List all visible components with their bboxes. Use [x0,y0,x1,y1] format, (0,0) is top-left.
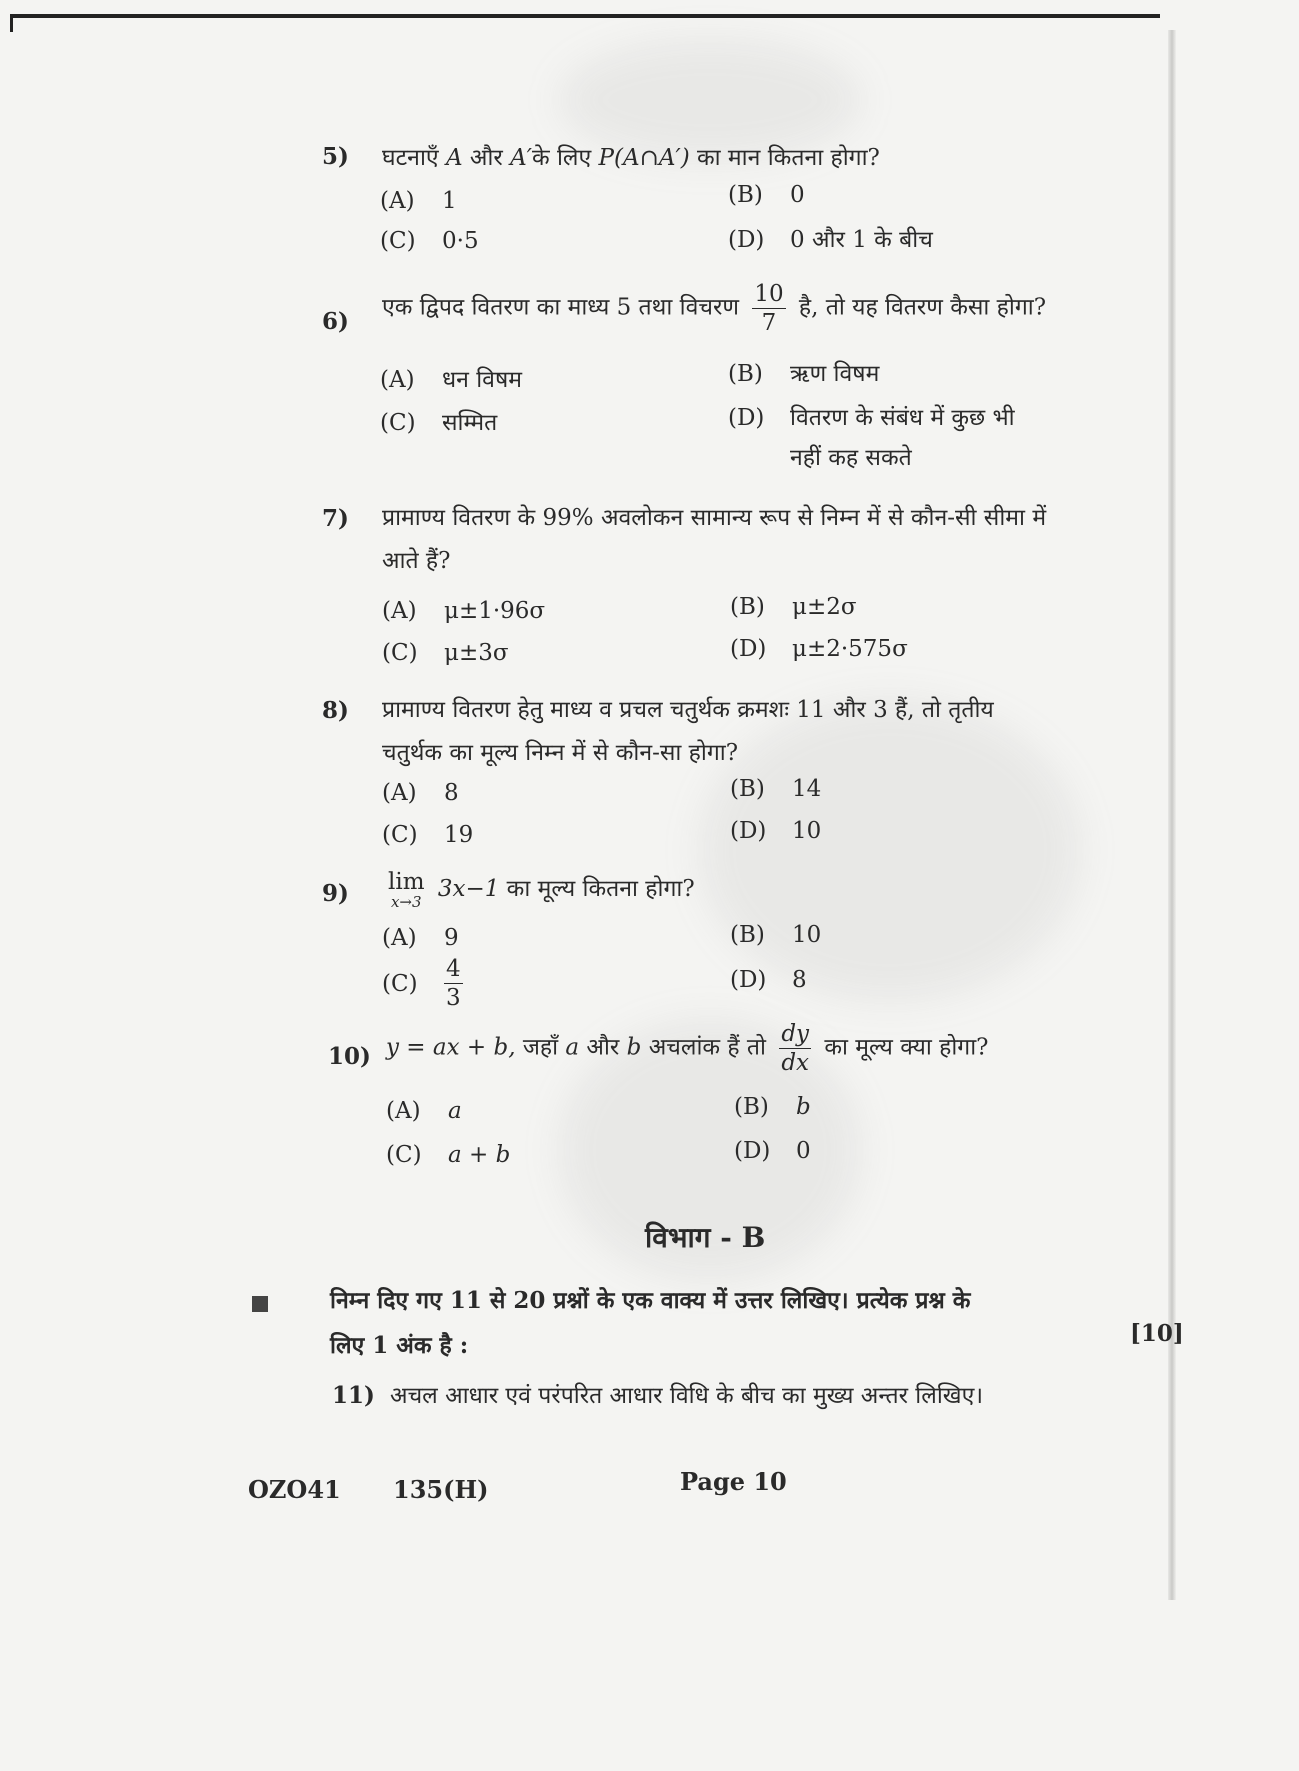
limit-notation [388,870,425,910]
question-text [382,140,880,172]
math-expression: P(A∩A′) [598,145,690,171]
fraction-numerator: 4 [446,956,461,982]
question-text-part: और [586,1034,620,1061]
option-d[interactable] [730,818,821,844]
section-b-instruction-line-2: लिए 1 अंक है : [330,1332,469,1359]
option-text: 9 [444,925,459,951]
question-text-part: घटनाएँ [382,145,439,171]
question-text-line-2: चतुर्थक का मूल्य निम्न में से कौन-सा होगा? [382,740,739,766]
option-text: b [796,1094,811,1120]
scan-shadow [700,700,1080,1000]
question-text-part: का मूल्य क्या होगा? [824,1034,989,1061]
question-text [386,1020,989,1077]
question-number: 11) [332,1382,375,1409]
option-label: (D) [730,636,767,662]
math-var: a [565,1034,580,1061]
option-label: (D) [730,967,767,993]
question-number: 9) [322,880,349,907]
option-label: (A) [382,925,417,951]
question-number: 7) [322,505,349,532]
bullet-square-icon [252,1296,268,1312]
option-label: (C) [380,228,416,254]
option-text: 19 [444,822,474,848]
option-b[interactable] [728,356,879,388]
question-text [388,870,695,910]
math-var: A′ [510,145,532,171]
option-label: (B) [730,594,765,620]
option-text: 10 [792,922,822,948]
page-edge-shadow [1168,30,1176,1600]
option-a[interactable] [386,1098,462,1124]
option-text: μ±3σ [444,640,509,666]
option-label: (C) [380,410,416,436]
option-text: μ±1·96σ [444,598,546,624]
option-c[interactable] [382,822,473,848]
option-b[interactable] [734,1094,811,1120]
fraction-denominator: 3 [446,985,461,1011]
fraction [444,955,463,1012]
option-text: a [448,1098,462,1124]
option-label: (B) [730,922,765,948]
question-number: 10) [328,1043,371,1070]
question-text-part: का मूल्य कितना होगा? [506,876,695,902]
option-c[interactable] [380,228,479,254]
question-text-part: है, तो यह वितरण कैसा होगा? [798,294,1047,321]
math-var: A [445,145,463,171]
question-text [382,280,1046,337]
option-text: 0 [790,182,805,208]
question-text-line-1: प्रामाण्य वितरण के 99% अवलोकन सामान्य रूप से निम्न में से कौन-सी सीमा में [382,505,1047,531]
option-text: ऋण विषम [790,361,880,387]
option-b[interactable] [730,776,821,802]
option-d[interactable] [728,222,933,254]
option-label: (C) [382,640,418,666]
option-text: 0·5 [442,228,479,254]
option-label: (A) [380,367,415,393]
option-text: 0 और 1 के बीच [790,227,933,253]
option-text: a + b [448,1142,511,1168]
section-b-title: विभाग - B [645,1221,766,1254]
option-c[interactable] [386,1142,510,1168]
question-text-part: अचलांक हैं तो [648,1034,766,1061]
option-label: (D) [728,405,765,431]
option-text: 8 [444,780,459,806]
question-text-line-2: आते हैं? [382,548,451,574]
top-border-line [10,14,1160,18]
option-a[interactable] [380,188,457,214]
question-number: 5) [322,143,349,170]
question-number: 8) [322,697,349,724]
option-text: 8 [792,967,807,993]
option-text: μ±2σ [792,594,857,620]
option-label: (D) [734,1138,771,1164]
option-text: 14 [792,776,822,802]
option-text: 10 [792,818,822,844]
question-text-part: का मान कितना होगा? [697,145,880,171]
option-text: धन विषम [442,367,523,393]
option-c[interactable] [382,955,469,1012]
option-label: (C) [386,1142,422,1168]
option-label: (C) [382,970,418,997]
section-b-marks: [10] [1130,1320,1184,1347]
option-d[interactable] [734,1138,811,1164]
math-expression: 3x−1 [437,876,500,902]
option-d-continued: नहीं कह सकते [790,445,912,471]
limit-subscript: x→3 [390,893,422,911]
footer-page-number: Page 10 [680,1467,787,1496]
option-label: (B) [730,776,765,802]
question-text-part: के लिए [531,145,592,171]
option-label: (A) [386,1098,421,1124]
section-b-instruction-line-1: निम्न दिए गए 11 से 20 प्रश्नों के एक वाक्य में उत्तर लिखिए। प्रत्येक प्रश्न के [330,1287,971,1314]
option-label: (D) [728,227,765,253]
fraction-numerator: 10 [754,281,784,307]
option-a[interactable] [382,780,459,806]
option-a[interactable] [380,362,522,394]
option-text: 1 [442,188,457,214]
fraction-denominator: 7 [761,310,777,336]
question-text-line-1: प्रामाण्य वितरण हेतु माध्य व प्रचल चतुर्थक क्रमशः 11 और 3 हैं, तो तृतीय [382,697,994,723]
question-text-part: और [469,145,503,171]
option-a[interactable] [382,598,545,624]
question-text: अचल आधार एवं परंपरित आधार विधि के बीच का मुख्य अन्तर लिखिए। [390,1383,984,1409]
option-text: सम्मित [442,410,498,436]
option-a[interactable] [382,925,459,951]
limit-word: lim [388,869,425,895]
option-d[interactable] [730,967,807,993]
footer-code: OZO41 [248,1475,341,1504]
fraction-numerator: dy [781,1021,810,1047]
option-c[interactable] [382,640,509,666]
option-d[interactable] [728,400,1015,432]
fraction-denominator: dx [781,1050,810,1076]
math-var: b [626,1034,642,1061]
option-label: (D) [730,818,767,844]
option-label: (A) [382,598,417,624]
option-c[interactable] [380,405,497,437]
option-text: वितरण के संबंध में कुछ भी [790,405,1015,431]
option-b[interactable] [728,182,805,208]
question-number: 6) [322,308,349,335]
top-border-tick [10,14,13,32]
option-text: 0 [796,1138,811,1164]
option-label: (C) [382,822,418,848]
footer-paper-id: 135(H) [393,1475,489,1504]
option-text: μ±2·575σ [792,636,908,662]
option-label: (B) [734,1094,769,1120]
option-label: (A) [380,188,415,214]
math-expression: y = ax + b, [386,1034,516,1061]
question-text-part: एक द्विपद वितरण का माध्य 5 तथा विचरण [382,294,740,321]
fraction [752,280,785,337]
option-d[interactable] [730,636,908,662]
option-label: (B) [728,361,763,387]
option-b[interactable] [730,594,857,620]
question-text-part: जहाँ [522,1034,559,1061]
fraction [779,1020,811,1077]
option-label: (A) [382,780,417,806]
option-b[interactable] [730,922,821,948]
option-label: (B) [728,182,763,208]
